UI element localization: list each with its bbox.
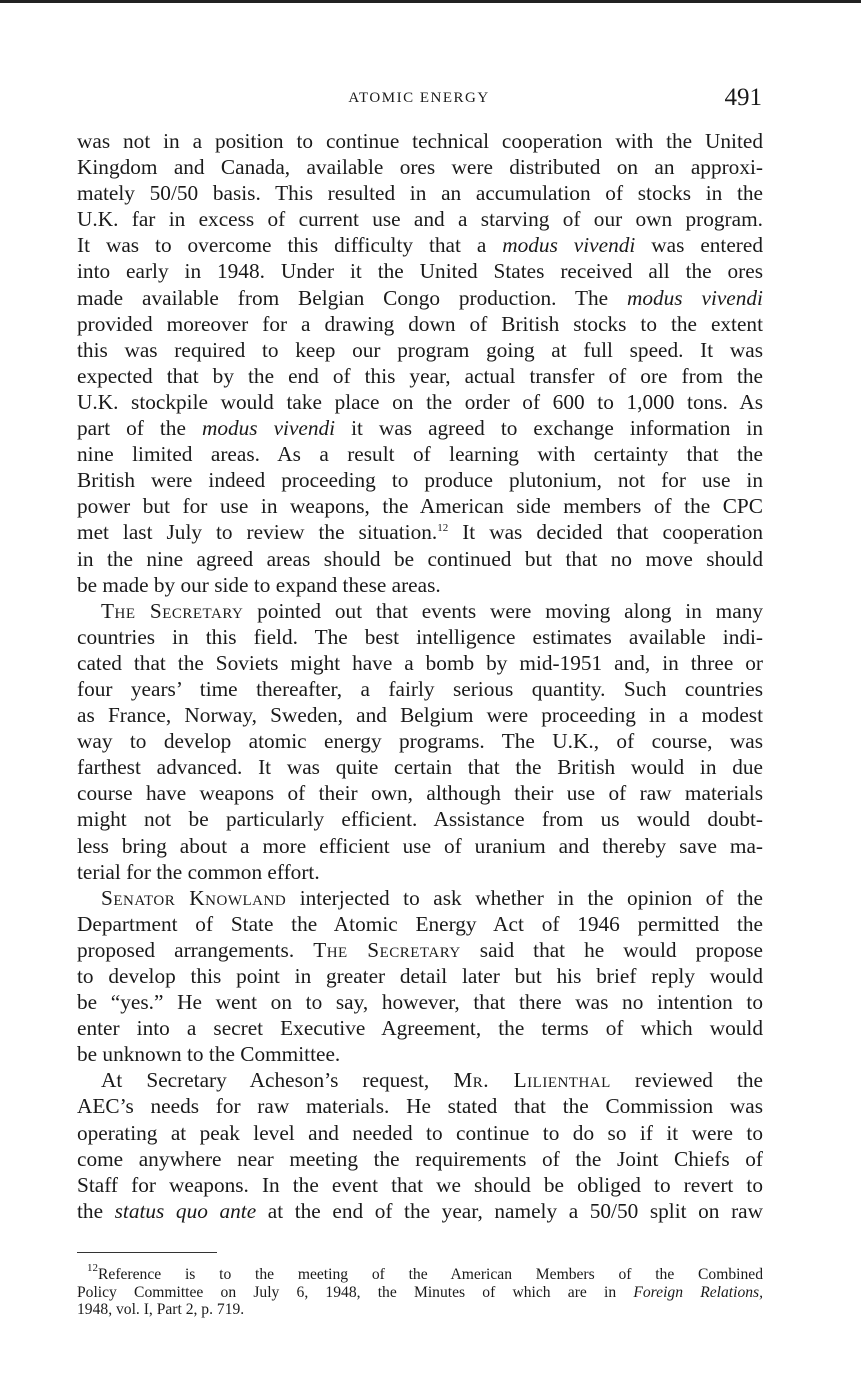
text-line: [77, 598, 763, 624]
text-run: power but for use in weapons, the American side members of the CPC: [77, 494, 763, 519]
text-run: met last July to review the situation.: [77, 520, 438, 545]
text-run: pointed out that events were moving along in many: [243, 598, 764, 623]
text-run: Department of State the Atomic Energy Act of 1946 permitted the: [77, 911, 763, 936]
text-run: It was to overcome this difficulty that a: [77, 233, 503, 258]
body-text: [77, 128, 763, 1224]
text-line: [77, 885, 763, 911]
small-caps-name: The Secretary: [101, 598, 244, 623]
text-line: [77, 467, 763, 493]
text-line: [77, 546, 763, 572]
text-run: U.K. far in excess of current use and a starving of our own program.: [77, 207, 763, 232]
text-run: interjected to ask whether in the opinion of the: [286, 885, 764, 910]
text-line: [77, 311, 763, 337]
italic-text: modus vivendi: [502, 233, 636, 258]
text-line: [77, 1146, 763, 1172]
text-run: countries in this field. The best intelligence estimates available indi-: [77, 624, 763, 649]
text-line: [77, 676, 763, 702]
text-run: operating at peak level and needed to continue to do so if it were to: [77, 1120, 763, 1145]
text-line: [77, 806, 763, 832]
small-caps-name: Senator Knowland: [101, 885, 287, 910]
text-line: [77, 415, 763, 441]
text-run: reviewed the: [610, 1068, 763, 1093]
text-run: less bring about a more efficient use of uranium and thereby save ma-: [77, 833, 763, 858]
text-line: [77, 754, 763, 780]
text-line: [77, 180, 763, 206]
footnote-marker: 12: [437, 522, 449, 535]
text-run: Staff for weapons. In the event that we should be obliged to revert to: [77, 1172, 763, 1197]
text-line: [77, 1172, 763, 1198]
text-run: be unknown to the Committee.: [77, 1042, 341, 1067]
footnote-marker: 12: [87, 1262, 98, 1274]
text-run: cated that the Soviets might have a bomb by mid-1951 and, in three or: [77, 650, 763, 675]
text-line: [77, 232, 763, 258]
text-run: nine limited areas. As a result of learning with certainty that the: [77, 442, 763, 467]
text-run: provided moreover for a drawing down of British stocks to the extent: [77, 311, 763, 336]
text-run: farthest advanced. It was quite certain that the British would in due: [77, 755, 763, 780]
paragraph: [77, 885, 763, 1068]
paragraph: [77, 128, 763, 598]
small-caps-name: The Secretary: [313, 937, 461, 962]
text-line: [77, 780, 763, 806]
text-line: [77, 128, 763, 154]
text-run: at the end of the year, namely a 50/50 split on raw: [256, 1198, 763, 1223]
text-run: expected that by the end of this year, actual transfer of ore from the: [77, 363, 763, 388]
text-run: AEC’s needs for raw materials. He stated that the Commission was: [77, 1094, 763, 1119]
text-run: terial for the common effort.: [77, 859, 320, 884]
text-line: [77, 363, 763, 389]
page-number: 491: [724, 84, 762, 111]
text-run: Policy Committee on July 6, 1948, the Minutes of which are in: [77, 1283, 634, 1301]
text-run: was entered: [635, 233, 763, 258]
text-line: [77, 519, 763, 545]
text-line: [77, 1262, 763, 1284]
text-run: way to develop atomic energy programs. The U.K., of course, was: [77, 729, 763, 754]
text-run: was not in a position to continue technical cooperation with the United: [77, 129, 763, 153]
italic-text: status quo ante: [114, 1198, 257, 1223]
text-line: [77, 258, 763, 284]
text-line: [77, 206, 763, 232]
text-line: [77, 1093, 763, 1119]
text-run: course have weapons of their own, although their use of raw materials: [77, 781, 763, 806]
text-run: At Secretary Acheson’s request,: [101, 1068, 454, 1093]
text-run: as France, Norway, Sweden, and Belgium were proceeding in a modest: [77, 703, 763, 728]
text-line: [77, 337, 763, 363]
text-line: [77, 1041, 763, 1067]
text-run: It was decided that cooperation: [448, 520, 763, 545]
text-run: Reference is to the meeting of the American Members of the Combined: [98, 1266, 763, 1283]
text-line: [77, 937, 763, 963]
text-line: [77, 154, 763, 180]
footnote: [77, 1262, 764, 1319]
text-run: said that he would propose: [460, 937, 763, 962]
text-run: four years’ time thereafter, a fairly serious quantity. Such countries: [77, 676, 763, 701]
text-run: Kingdom and Canada, available ores were distributed on an approxi-: [77, 155, 763, 180]
running-head: [76, 84, 762, 114]
text-line: [77, 1067, 763, 1093]
paragraph: [77, 598, 763, 885]
text-line: [77, 1015, 763, 1041]
small-caps-name: Mr. Lilienthal: [453, 1068, 611, 1093]
text-line: [77, 285, 763, 311]
running-title: ATOMIC ENERGY: [348, 90, 490, 106]
italic-text: modus vivendi: [201, 416, 336, 441]
italic-text: Foreign Relations,: [633, 1283, 764, 1301]
text-line: [77, 1198, 763, 1224]
text-line: [77, 389, 763, 415]
text-line: [77, 1284, 763, 1302]
text-run: into early in 1948. Under it the United States received all the ores: [77, 259, 763, 284]
text-line: [77, 441, 763, 467]
text-run: be “yes.” He went on to say, however, that there was no intention to: [77, 990, 763, 1015]
italic-text: modus vivendi: [626, 285, 763, 310]
text-run: might not be particularly efficient. Assistance from us would doubt-: [77, 807, 763, 832]
text-run: proposed arrangements.: [77, 937, 314, 962]
text-run: enter into a secret Executive Agreement, the terms of which would: [77, 1016, 763, 1041]
top-border-rule: [0, 0, 861, 3]
text-line: [77, 624, 763, 650]
footnote-rule: [77, 1252, 217, 1253]
text-run: mately 50/50 basis. This resulted in an accumulation of stocks in the: [77, 181, 763, 206]
text-run: U.K. stockpile would take place on the order of 600 to 1,000 tons. As: [77, 389, 763, 414]
text-run: part of the: [77, 416, 202, 441]
text-line: [77, 728, 763, 754]
text-line: [77, 833, 763, 859]
text-line: [77, 650, 763, 676]
text-line: [77, 989, 763, 1015]
text-run: be made by our side to expand these areas.: [77, 572, 441, 597]
text-run: made available from Belgian Congo production. The: [77, 285, 627, 310]
text-line: [77, 859, 763, 885]
text-run: it was agreed to exchange information in: [335, 416, 763, 441]
text-line: [77, 493, 763, 519]
text-run: in the nine agreed areas should be continued but that no move should: [77, 546, 763, 571]
text-run: British were indeed proceeding to produce plutonium, not for use in: [77, 468, 763, 493]
text-line: [77, 572, 763, 598]
paragraph: [77, 1067, 763, 1224]
text-line: [77, 1120, 763, 1146]
text-run: this was required to keep our program going at full speed. It was: [77, 337, 763, 362]
text-line: [77, 702, 763, 728]
text-line: [77, 1301, 763, 1319]
text-run: to develop this point in greater detail later but his brief reply would: [77, 964, 763, 988]
text-run: 1948, vol. I, Part 2, p. 719.: [77, 1301, 245, 1318]
text-run: the: [77, 1198, 115, 1223]
text-line: [77, 963, 763, 989]
text-line: [77, 911, 763, 937]
text-run: come anywhere near meeting the requirements of the Joint Chiefs of: [77, 1146, 763, 1171]
